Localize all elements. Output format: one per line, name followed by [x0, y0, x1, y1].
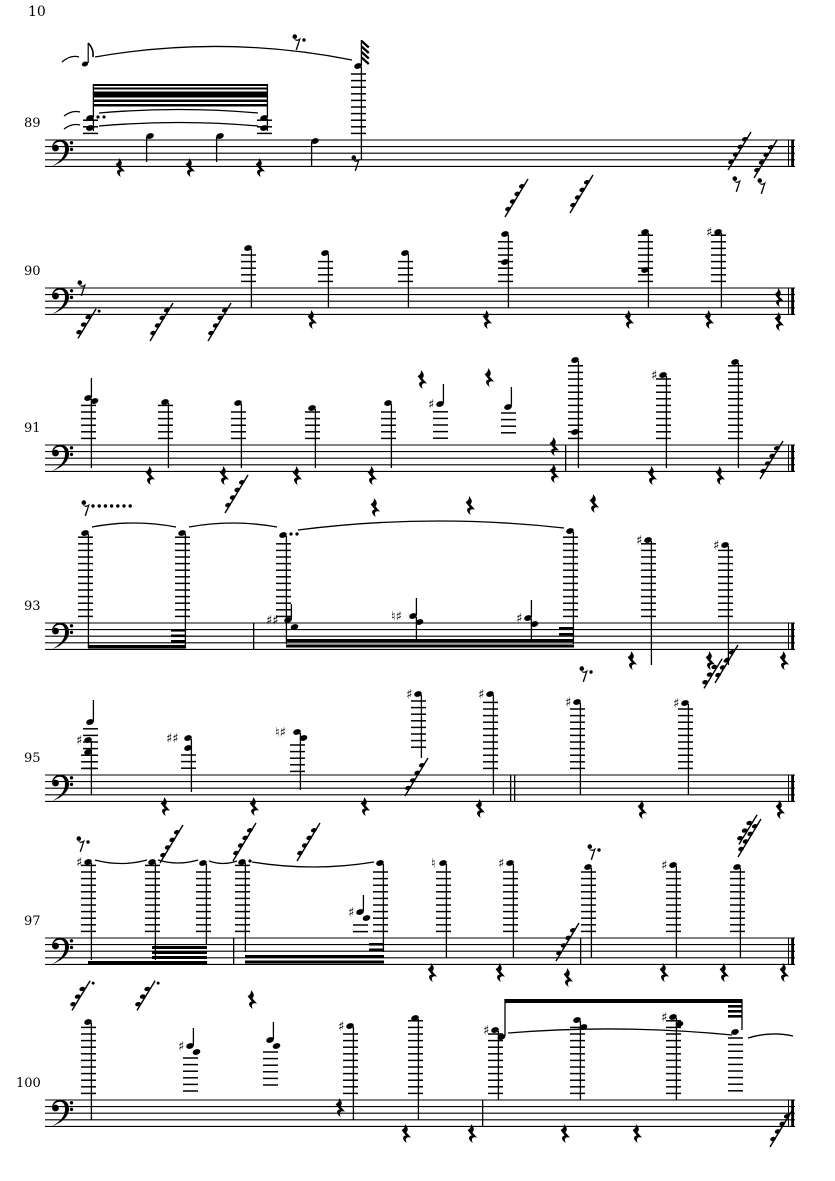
accidental: ♯	[76, 733, 83, 749]
quarter-rest	[648, 466, 657, 485]
accidental: ♮♯	[391, 609, 402, 625]
note-column	[266, 604, 299, 631]
accidental: ♯	[348, 905, 355, 921]
eighth-rest	[758, 178, 767, 194]
grace-run	[505, 179, 528, 217]
note-column	[81, 378, 99, 468]
beam	[88, 645, 186, 649]
barline	[565, 445, 566, 472]
grace-run	[70, 981, 95, 1011]
quarter-rest	[638, 800, 647, 819]
note-column	[196, 859, 211, 944]
note-column	[636, 534, 656, 666]
note-column	[565, 696, 585, 796]
tie	[64, 125, 80, 130]
measure-number: 95	[24, 751, 41, 766]
note-column	[391, 598, 424, 640]
quarter-rest	[428, 963, 437, 982]
quarter-rest	[336, 1098, 345, 1117]
staff-lines	[45, 1100, 795, 1126]
note-column	[563, 527, 578, 644]
note-column	[501, 387, 516, 433]
note-column	[275, 726, 308, 791]
accidental: ♯	[673, 696, 680, 712]
quarter-rest	[775, 288, 784, 307]
system-m89	[24, 34, 795, 178]
measure-number: 100	[16, 1076, 41, 1091]
staff-lines	[45, 775, 795, 801]
eighth-rest	[733, 176, 742, 192]
beam	[152, 956, 207, 959]
events	[76, 819, 789, 987]
quarter-rest	[146, 466, 155, 485]
grace-run	[297, 823, 320, 861]
accidental: ♯♯	[166, 731, 179, 747]
accidental: ♯	[338, 1019, 345, 1035]
quarter-rest	[485, 368, 494, 387]
accidental: ♯	[498, 856, 505, 872]
quarter-note	[310, 137, 319, 167]
note-column	[406, 688, 426, 759]
note-column	[516, 600, 539, 640]
eighth-rest	[580, 666, 593, 682]
grace-run	[160, 825, 183, 863]
quarter-rest	[705, 310, 714, 329]
note-column	[478, 688, 498, 796]
quarter-rest	[361, 797, 370, 816]
tie	[64, 112, 80, 117]
accidental: ♯	[565, 695, 572, 711]
note-column	[661, 859, 681, 959]
tie	[189, 523, 277, 527]
quarter-rest	[776, 800, 785, 819]
accidental: ♯	[178, 1039, 185, 1055]
note-column	[483, 1024, 506, 1101]
accidental: ♯	[428, 397, 435, 413]
tie	[158, 860, 198, 863]
staff-lines	[45, 445, 795, 471]
accidental: ♯	[516, 611, 523, 627]
quarter-rest	[466, 496, 475, 515]
tie	[508, 1029, 732, 1035]
eighth-rest	[293, 34, 306, 50]
quarter-rest	[550, 464, 559, 483]
grace-run	[225, 475, 248, 513]
quarter-rest	[628, 651, 637, 670]
grace-run	[760, 441, 783, 479]
quarter-rest	[250, 797, 259, 816]
staff-lines	[45, 288, 795, 314]
quarter-rest	[590, 494, 599, 513]
beam	[93, 100, 268, 103]
beam	[93, 84, 268, 86]
measure-number: 91	[24, 421, 41, 436]
barline	[580, 938, 581, 965]
accidental: ♯	[478, 687, 485, 703]
quarter-rest	[716, 466, 725, 485]
beam-stack	[171, 629, 186, 643]
tie	[209, 861, 237, 864]
events	[81, 356, 783, 485]
quarter-rest	[720, 963, 729, 982]
events	[76, 645, 785, 844]
tie	[99, 110, 258, 114]
beam-stack	[559, 627, 574, 636]
tie	[99, 123, 258, 127]
eighth-rest	[82, 500, 132, 516]
measure-number: 93	[24, 599, 41, 614]
quarter-rest	[371, 498, 380, 517]
note-column	[83, 700, 98, 768]
note-column	[730, 863, 745, 958]
quarter-rest	[293, 466, 302, 485]
measure-number: 90	[24, 264, 41, 279]
events	[78, 475, 789, 688]
quarter-rest	[308, 310, 317, 329]
measure-number: 89	[24, 116, 41, 131]
quarter-rest	[186, 158, 195, 177]
grace-run	[233, 823, 256, 861]
tie	[95, 860, 147, 864]
note-column	[661, 1011, 684, 1101]
beam	[93, 104, 268, 107]
beam	[152, 961, 207, 964]
quarter-rest	[496, 963, 505, 982]
barline	[233, 938, 234, 965]
grace-run	[570, 175, 593, 213]
quarter-rest	[780, 963, 789, 982]
grace-run	[135, 981, 160, 1011]
beam	[93, 88, 268, 90]
note-column	[673, 697, 693, 796]
note-column	[651, 369, 671, 469]
page-number: 10	[28, 4, 46, 20]
quarter-rest	[660, 963, 669, 982]
beam	[93, 92, 268, 98]
beam	[152, 951, 207, 954]
quarter-rest	[248, 990, 257, 1009]
beam	[286, 645, 574, 648]
note-column	[158, 398, 173, 468]
system-m91	[24, 356, 795, 485]
quarter-rest	[564, 968, 573, 987]
events	[70, 981, 793, 1147]
beam-stack	[369, 943, 384, 951]
accidental: ♯	[76, 855, 83, 871]
beam	[505, 999, 742, 1003]
measure-number: 97	[24, 914, 41, 929]
quarter-rest	[256, 158, 265, 177]
note-column	[706, 226, 726, 309]
note-column	[318, 249, 333, 308]
accidental: ♯	[636, 533, 643, 549]
quarter-rest	[780, 651, 789, 670]
note-column	[178, 1028, 201, 1091]
accidental: ♮♯	[275, 725, 286, 741]
beam	[88, 961, 156, 965]
tie	[748, 1034, 793, 1038]
tie	[252, 862, 374, 867]
eighth-rest	[77, 836, 90, 852]
quarter-rest	[220, 466, 229, 485]
beam	[245, 955, 384, 958]
accidental: ♯	[661, 1010, 668, 1026]
note-column	[498, 857, 518, 959]
note-column	[428, 384, 448, 438]
accidental: ♯	[661, 858, 668, 874]
barline	[253, 623, 254, 650]
accidental: ♯	[651, 368, 658, 384]
grace-run	[150, 303, 173, 341]
tie	[95, 46, 352, 60]
note-column	[78, 529, 93, 648]
grace-run	[770, 1109, 793, 1147]
staff-lines	[45, 140, 795, 166]
grace-note	[81, 43, 93, 67]
note-column	[351, 40, 369, 160]
beam-stack	[728, 1005, 742, 1018]
quarter-rest	[625, 310, 634, 329]
accidental: ♯	[706, 225, 713, 241]
system-m90	[24, 175, 795, 341]
quarter-rest	[161, 797, 170, 816]
grace-run	[702, 659, 727, 689]
note-column	[498, 230, 513, 308]
grace-run	[728, 132, 751, 170]
accidental: ♯♯	[266, 613, 279, 629]
tie	[92, 523, 176, 527]
note-column	[348, 895, 371, 932]
grace-run	[76, 309, 101, 339]
quarter-rest	[418, 370, 427, 389]
accidental: ♯	[406, 687, 413, 703]
events	[76, 175, 784, 341]
quarter-rest	[116, 158, 125, 177]
grace-run	[405, 758, 428, 796]
note-column	[241, 244, 256, 308]
beam	[152, 946, 207, 949]
eighth-rest	[588, 844, 601, 860]
grace-run	[208, 303, 231, 341]
barline	[482, 1100, 483, 1127]
quarter-rest	[483, 310, 492, 329]
beam	[245, 961, 384, 964]
quarter-rest	[368, 466, 377, 485]
note-column	[431, 857, 451, 959]
note-column	[638, 228, 653, 308]
quarter-rest	[550, 437, 559, 456]
grace-run	[556, 923, 579, 961]
tie	[62, 56, 79, 62]
grace-run	[754, 140, 777, 178]
tie	[298, 521, 564, 530]
note-column	[398, 249, 413, 308]
events	[62, 34, 777, 178]
note-column	[166, 732, 196, 793]
accidental: ♯	[483, 1023, 490, 1039]
note-column	[263, 1022, 281, 1085]
accidental: ♯	[713, 538, 720, 554]
note-column	[408, 1014, 423, 1120]
note-column	[581, 863, 596, 958]
system-m97	[24, 819, 795, 987]
system-m93	[24, 475, 795, 688]
note-column	[257, 84, 272, 133]
system-m95	[24, 645, 795, 844]
accidental: ♮	[431, 856, 436, 872]
system-m100	[16, 981, 795, 1147]
eighth-rest	[352, 155, 361, 171]
note-column	[728, 1028, 743, 1091]
note-column	[81, 1018, 96, 1120]
note-column	[713, 539, 733, 666]
